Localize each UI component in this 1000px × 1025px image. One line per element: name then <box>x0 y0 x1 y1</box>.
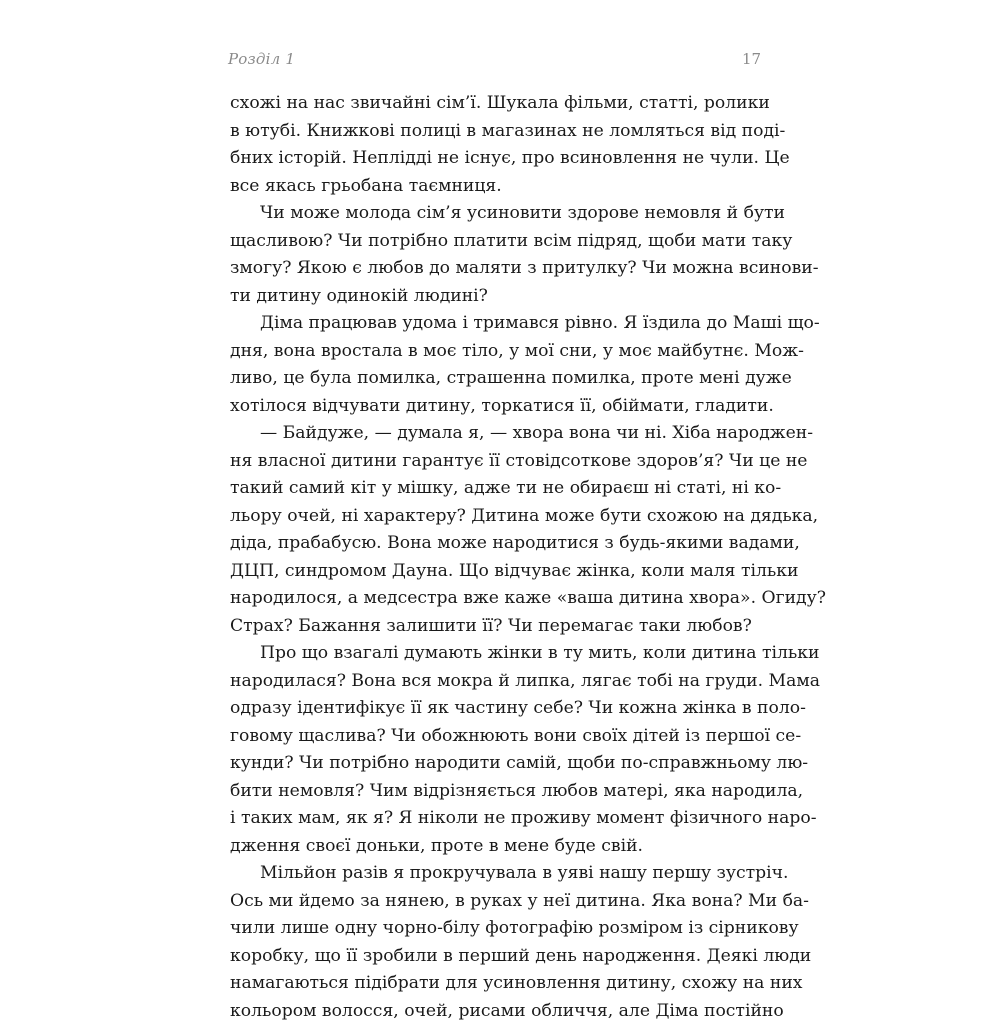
text-line: щасливою? Чи потрібно платити всім підряд, щоби мати таку <box>230 228 760 256</box>
text-line: одразу ідентифікує її як частину себе? Чи кожна жінка в поло- <box>230 695 760 723</box>
text-line: бити немовля? Чим відрізняється любов матері, яка народила, <box>230 778 760 806</box>
text-line: Про що взагалі думають жінки в ту мить, коли дитина тільки <box>230 640 760 668</box>
text-line: схожі на нас звичайні сім’ї. Шукала фільми, статті, ролики <box>230 90 760 118</box>
text-line: коробку, що її зробили в перший день народження. Деякі люди <box>230 943 760 971</box>
text-line: Діма працював удома і тримався рівно. Я їздила до Маші що- <box>230 310 760 338</box>
text-line: Ось ми йдемо за нянею, в руках у неї дитина. Яка вона? Ми ба- <box>230 888 760 916</box>
text-line: ДЦП, синдромом Дауна. Що відчуває жінка, коли маля тільки <box>230 558 760 586</box>
text-line: бних історій. Неплідді не існує, про всиновлення не чули. Це <box>230 145 760 173</box>
text-line: кольором волосся, очей, рисами обличчя, але Діма постійно <box>230 998 760 1025</box>
text-line: ня власної дитини гарантує її стовідсоткове здоров’я? Чи це не <box>230 448 760 476</box>
text-line: Страх? Бажання залишити її? Чи перемагає таки любов? <box>230 613 760 641</box>
text-line: ливо, це була помилка, страшенна помилка, проте мені дуже <box>230 365 760 393</box>
text-line: народилося, а медсестра вже каже «ваша дитина хвора». Огиду? <box>230 585 760 613</box>
text-line: намагаються підібрати для усиновлення дитину, схожу на них <box>230 970 760 998</box>
text-line: говому щаслива? Чи обожнюють вони своїх дітей із першої се- <box>230 723 760 751</box>
body-text <box>230 90 760 1025</box>
text-line: кунди? Чи потрібно народити самій, щоби по-справжньому лю- <box>230 750 760 778</box>
text-line: хотілося відчувати дитину, торкатися її, обіймати, гладити. <box>230 393 760 421</box>
page-number: 17 <box>742 50 761 68</box>
text-line: такий самий кіт у мішку, адже ти не обираєш ні статі, ні ко- <box>230 475 760 503</box>
text-line: в ютубі. Книжкові полиці в магазинах не ломляться від поді- <box>230 118 760 146</box>
text-line: дження своєї доньки, проте в мене буде свій. <box>230 833 760 861</box>
text-line: діда, прабабусю. Вона може народитися з будь-якими вадами, <box>230 530 760 558</box>
text-line: змогу? Якою є любов до маляти з притулку? Чи можна всинови- <box>230 255 760 283</box>
text-line: — Байдуже, — думала я, — хвора вона чи ні. Хіба народжен- <box>230 420 760 448</box>
text-line: народилася? Вона вся мокра й липка, лягає тобі на груди. Мама <box>230 668 760 696</box>
text-line: дня, вона вростала в моє тіло, у мої сни, у моє майбутнє. Мож- <box>230 338 760 366</box>
chapter-running-head: Розділ 1 <box>228 50 295 68</box>
text-line: льору очей, ні характеру? Дитина може бути схожою на дядька, <box>230 503 760 531</box>
text-line: і таких мам, як я? Я ніколи не проживу момент фізичного наро- <box>230 805 760 833</box>
text-line: Мільйон разів я прокручувала в уяві нашу першу зустріч. <box>230 860 760 888</box>
text-line: ти дитину одинокій людині? <box>230 283 760 311</box>
text-line: Чи може молода сім’я усиновити здорове немовля й бути <box>230 200 760 228</box>
text-line: чили лише одну чорно-білу фотографію розміром із сірникову <box>230 915 760 943</box>
text-line: все якась грьобана таємниця. <box>230 173 760 201</box>
